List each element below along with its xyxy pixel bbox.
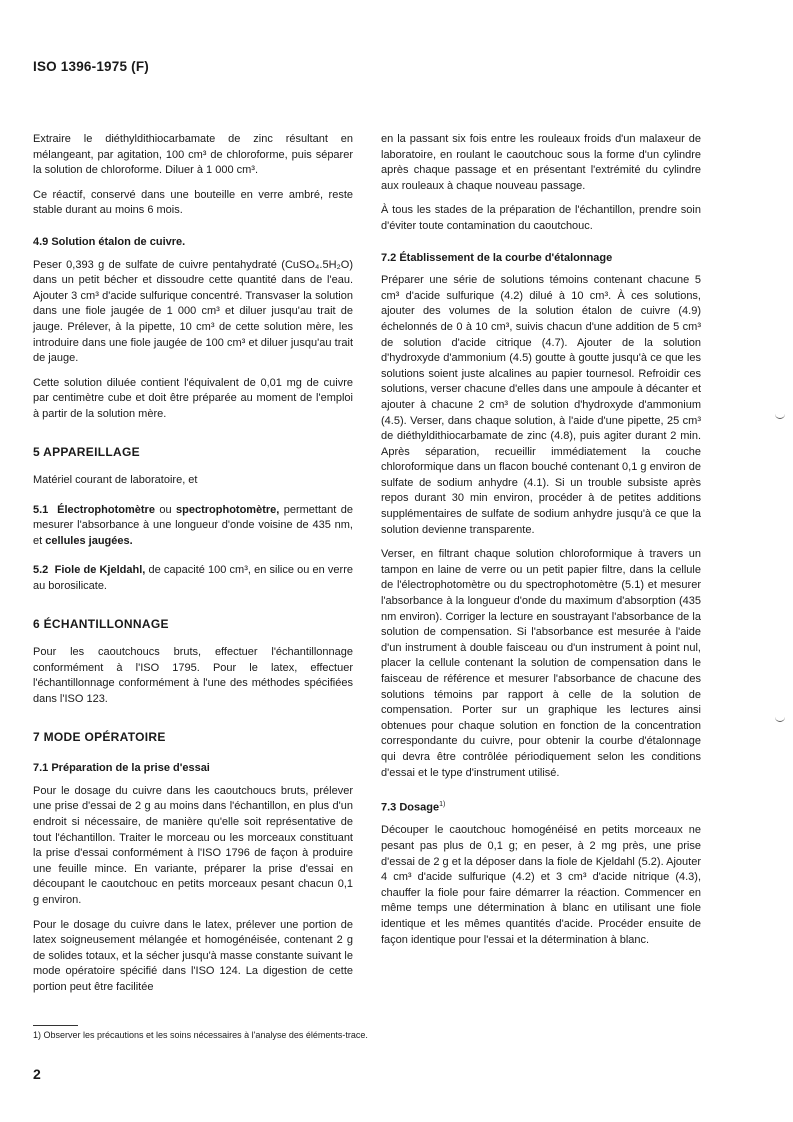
paragraph: Pour les caoutchoucs bruts, effectuer l'échantillonnage conformément à l'ISO 1795. Pour le latex, effectuer l'échantillonnage conformément à l'une des méthodes spécifiées dans l'ISO 123. — [33, 646, 353, 706]
document-id-header: ISO 1396-1975 (F) — [33, 59, 149, 74]
paragraph: Extraire le diéthyldithiocarbamate de zinc résultant en mélangeant, par agitation, 100 cm³ de chloroforme, puis séparer la solution de chloroforme. Diluer à 1 000 cm³. — [33, 133, 353, 177]
clause-number: 5.1 — [33, 503, 49, 516]
subsection-heading-4-9: 4.9 Solution étalon de cuivre. — [33, 235, 186, 248]
paragraph: Pour le dosage du cuivre dans les caoutchoucs bruts, prélever une prise d'essai de 2 g au moins dans l'échantillon, en plus d'un endroit si nécessaire, de manière qu'elle soit représentative de tout l'échantillon. Traiter le morceau ou les morceaux constituant la prise d'essai conformément à l'ISO 1796 de façon à produire une feuille mince. En variante, préparer la prise d'essai en découpant le caoutchouc en petits morceaux pesant chacun 0,1 g environ. — [33, 784, 353, 906]
clause-5-2 — [33, 563, 353, 594]
margin-mark — [775, 412, 785, 419]
clause-5-1 — [33, 503, 353, 550]
subsection-heading-7-2: 7.2 Établissement de la courbe d'étalonnage — [381, 251, 613, 264]
paragraph: Préparer une série de solutions témoins contenant chacune 5 cm³ d'acide sulfurique (4.2) dilué à 10 cm³. À ces solutions, ajouter des volumes de la solution étalon de cuivre (4.9) échelonnés de 0 à 10 cm³, suivis chacun d'une addition de 5 cm³ de solution d'acide citrique (4.7). Ajouter de la solution d'hydroxyde d'ammonium (4.5) goutte à goutte jusqu'à ce que les solutions soient juste alcalines au papier tournesol. Refroidir ces solutions, verser chacune d'elles dans une ampoule à décanter et ajouter à chacune 2 cm³ de solution d'hydroxyde d'ammonium (4.5). Verser, dans chaque solution, à l'aide d'une pipette, 25 cm³ de diéthyldithiocarbamate de zinc (4.8), puis agiter durant 2 min. Après séparation, recueillir immédiatement la couche chloroformique dans un flacon bouché contenant 0,1 g environ de sulfate de sodium anhydre (4.1). Si un trouble subsiste après repos durant 30 min environ, procéder à de petites additions supplémentaires de sulfate de sodium anhydre jusqu'à ce que la solution devienne transparente. — [381, 274, 701, 536]
paragraph: Matériel courant de laboratoire, et — [33, 474, 198, 487]
text: de capacité 100 cm³, en silice ou en verre au borosilicate. — [33, 564, 353, 593]
clause-number: 5.2 — [33, 564, 49, 577]
section-heading-6: 6 ÉCHANTILLONNAGE — [33, 616, 169, 631]
paragraph: Peser 0,393 g de sulfate de cuivre pentahydraté (CuSO₄.5H₂O) dans un petit bécher et dissoudre cette quantité dans de l'eau. Ajouter 3 cm³ d'acide sulfurique concentré. Transvaser la solution dans une fiole jaugée de 1 000 cm³ et diluer jusqu'au trait de jauge. Prélever, à la pipette, 10 cm³ de cette solution mère, les introduire dans une fiole jaugée de 100 cm³ et diluer jusqu'au trait de jauge. — [33, 258, 353, 365]
margin-mark — [775, 715, 785, 722]
term: cellules jaugées. — [45, 534, 133, 547]
paragraph: À tous les stades de la préparation de l'échantillon, prendre soin d'éviter toute contamination du caoutchouc. — [381, 204, 701, 232]
subsection-heading-7-3 — [381, 797, 701, 816]
paragraph: Découper le caoutchouc homogénéisé en petits morceaux ne pesant pas plus de 0,1 g; en peser, à 2 mg près, une prise d'essai de 2 g et la déposer dans la fiole de Kjeldahl (5.2). Ajouter 4 cm³ d'acide sulfurique (4.2) et 3 cm³ d'acide nitrique (4.3), chauffer la fiole pour faire démarrer la réaction. Commencer en même temps une détermination à blanc en utilisant une fiole identique et les mêmes quantités d'acide. Procéder ensuite de façon identique pour l'essai et la détermination à blanc. — [381, 824, 701, 946]
subsection-heading-7-1: 7.1 Préparation de la prise d'essai — [33, 762, 210, 775]
text: permettant de mesurer l'absorbance à une longueur d'onde voisine de 435 nm, et — [33, 503, 353, 547]
term: spectrophotomètre, — [176, 503, 280, 516]
term: Électrophotomètre — [57, 503, 155, 516]
left-column — [33, 132, 353, 1005]
paragraph: Cette solution diluée contient l'équivalent de 0,01 mg de cuivre par centimètre cube et doit être préparée au moment de l'emploi à partir de la solution mère. — [33, 376, 353, 420]
footnote: 1) Observer les précautions et les soins nécessaires à l'analyse des éléments-trace. — [33, 1030, 368, 1040]
term: Fiole de Kjeldahl, — [54, 564, 146, 577]
paragraph: Ce réactif, conservé dans une bouteille en verre ambré, reste stable durant au moins 6 mois. — [33, 188, 353, 217]
paragraph: Verser, en filtrant chaque solution chloroformique à travers un tampon en laine de verre ou un petit papier filtre, dans la cellule de l'électrophotomètre ou du spectrophotomètre (5.1) et mesurer l'absorbance à la longueur d'onde du maximum d'absorption (435 nm environ). Corriger la lecture en soustrayant l'absorbance de la solution de compensation. Si l'absorbance est mesurée à l'aide d'un instrument à double faisceau ou d'un instrument à point nul, placer la cellule contenant la solution de compensation dans le faisceau de référence et mesurer l'absorbance de chacune des solutions témoins par rapport à celle de la solution de compensation. Porter sur un graphique les lectures ainsi obtenues pour chaque solution en fonction de la concentration correspondante du cuivre, pour obtenir la courbe d'étalonnage qui devra être contrôlée périodiquement selon les conditions d'essai et le type d'instrument utilisé. — [381, 548, 701, 779]
section-heading-7: 7 MODE OPÉRATOIRE — [33, 729, 166, 744]
footnote-ref: 1) — [439, 801, 446, 809]
text: ou — [154, 503, 177, 516]
page-number: 2 — [33, 1066, 41, 1082]
footnote-divider — [33, 1025, 78, 1026]
heading-text: 7.3 Dosage — [381, 801, 440, 814]
paragraph: en la passant six fois entre les rouleaux froids d'un malaxeur de laboratoire, en roulant le caoutchouc sous la forme d'un cylindre après chaque passage et en présentant l'extrémité du cylindre aux rouleaux à chaque nouveau passage. — [381, 133, 701, 192]
right-column — [381, 132, 701, 957]
paragraph: Pour le dosage du cuivre dans le latex, prélever une portion de latex soigneusement mélangée et homogénéisée, contenant 2 g de solides totaux, et la sécher jusqu'à masse constante suivant le mode opératoire spécifié dans l'ISO 124. La digestion de cette portion peut être facilitée — [33, 918, 353, 993]
section-heading-5: 5 APPAREILLAGE — [33, 444, 140, 459]
